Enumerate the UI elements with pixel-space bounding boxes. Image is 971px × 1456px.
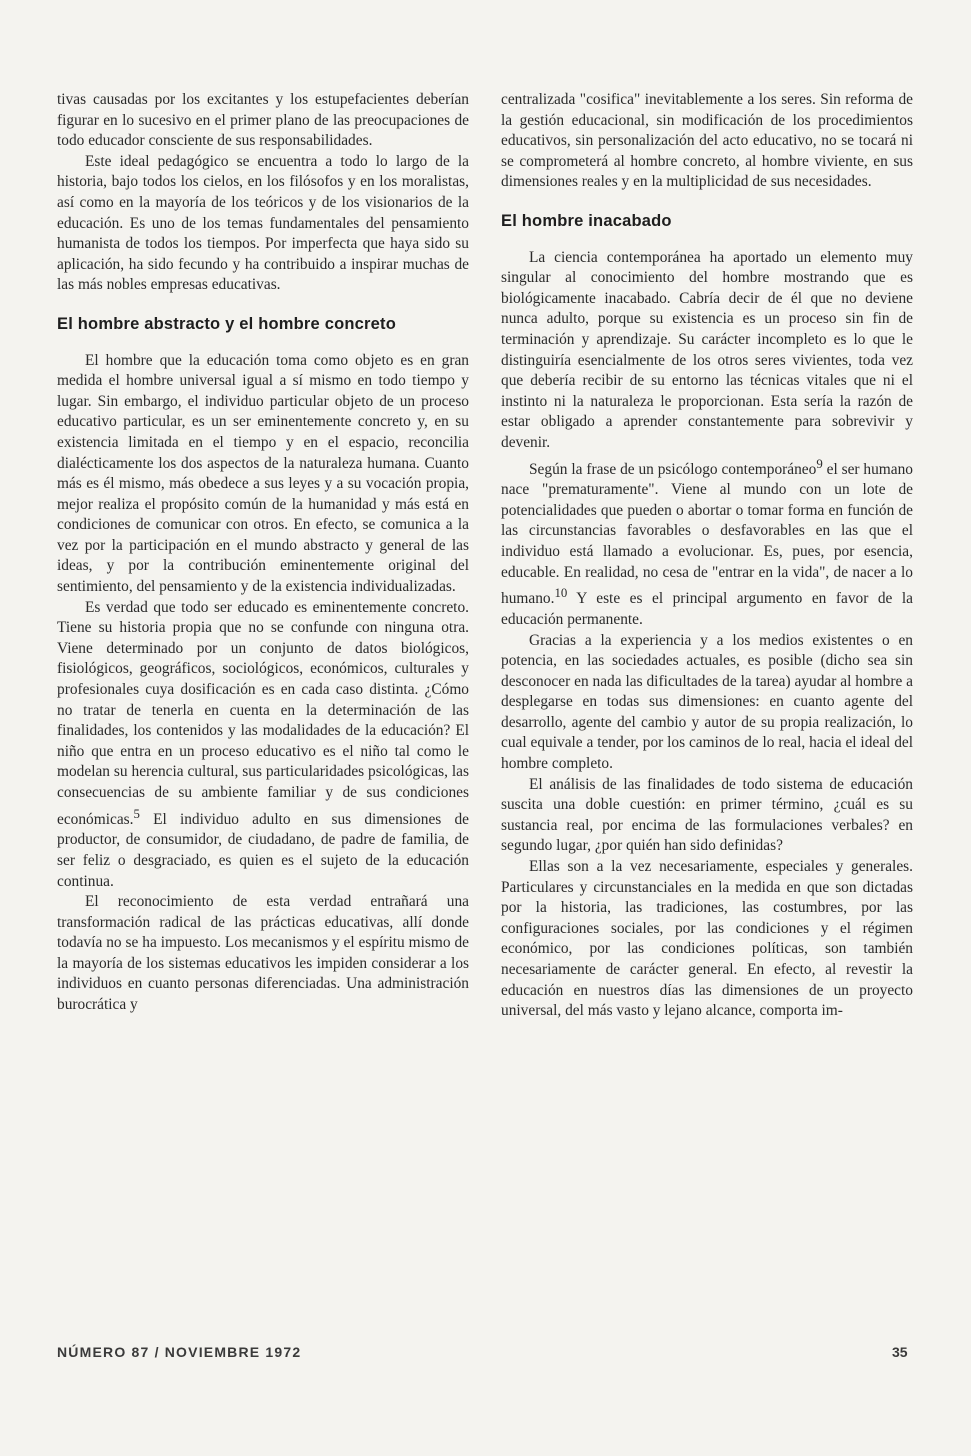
footnote-marker: 5 (133, 806, 140, 821)
paragraph: Gracias a la experiencia y a los medios existentes o en potencia, en las sociedades actuales, es posible (dicho sea sin desconocer en nada las dificultades de la tarea) ayudar al hombre a desplegarse en todas sus dimensiones: en cuanto agente del desarrollo, agente del cambio y autor de su propia realización, lo cual equivale a tender, por los caminos de lo real, hacia el ideal del hombre completo. (501, 631, 913, 773)
paragraph (501, 454, 913, 631)
paragraph: centralizada "cosifica" inevitablemente a los seres. Sin reforma de la gestión educacional, sin modificación de los procedimientos educativos, sin personalización del acto educativo, no se tocará ni se comprometerá al hombre concreto, al hombre viviente, en sus dimensiones reales y en la multiplicidad de sus necesidades. (501, 91, 913, 191)
section-heading: El hombre abstracto y el hombre concreto (57, 314, 396, 333)
paragraph: El análisis de las finalidades de todo sistema de educación suscita una doble cuestión: en primer término, ¿cuál es su sustancia real, por encima de las formulaciones verbales? en segundo lugar, ¿por quién han sido definidas? (501, 775, 913, 855)
footnote-marker: 9 (816, 456, 823, 471)
paragraph: El hombre que la educación toma como objeto es en gran medida el hombre universal igual a sí mismo en todo tiempo y lugar. Sin embargo, el individuo particular objeto de un proceso educativo particular, es un ser eminentemente concreto y, en su existencia limitada en el tiempo y en el espacio, reconcilia dialécticamente los dos aspectos de la naturaleza humana. Cuanto más es él mismo, más obedece a sus leyes y a su vocación propia, mejor realiza el propósito común de la humanidad y más está en condiciones de comunicar con otros. En efecto, se comunica a la vez por la participación en el mundo abstracto y general de las ideas, y por la contribución eminentemente original del sentimiento, del pensamiento y de la existencia individualizadas. (57, 351, 469, 596)
paragraph-text: El individuo adulto en sus dimensiones de productor, de consumidor, de ciudadano, de padre de familia, de ser feliz o desgraciado, es quien es el sujeto de la educación continua. (57, 810, 469, 890)
paragraph: El reconocimiento de esta verdad entrañará una transformación radical de las prácticas educativas, allí donde todavía no se ha impuesto. Los mecanismos y el espíritu mismo de la mayoría de los sistemas educativos les impiden considerar a los individuos en cuanto personas diferenciadas. Una administración burocrática y (57, 893, 469, 1014)
footnote-marker: 10 (554, 586, 568, 601)
issue-footer: NÚMERO 87 / NOVIEMBRE 1972 (57, 1344, 302, 1360)
paragraph: tivas causadas por los excitantes y los estupefacientes deberían figurar en lo sucesivo en el primer plano de las preocupaciones de todo educador consciente de sus responsabilidades. (57, 91, 469, 150)
paragraph-text: Y este es el principal argumento en favor de la educación permanente. (501, 590, 913, 628)
right-column (501, 90, 913, 1022)
paragraph-text: Según la frase de un psicólogo contemporáneo (529, 460, 817, 478)
left-column (57, 90, 469, 1016)
paragraph: La ciencia contemporánea ha aportado un elemento muy singular al conocimiento del hombre mostrando que es biológicamente inacabado. Cabría decir de él que no deviene nunca adulto, porque su existencia es un proceso sin fin de terminación y aprendizaje. Su carácter incompleto es lo que le distinguiría esencialmente de los otros seres vivientes, toda vez que debería recibir de su entorno las técnicas vitales que ni el instinto ni la naturaleza le proporcionan. Esta sería la razón de estar obligado a aprender constantemente para sobrevivir y devenir. (501, 248, 913, 451)
page-number: 35 (892, 1344, 908, 1360)
paragraph: Este ideal pedagógico se encuentra a todo lo largo de la historia, bajo todos los cielos, en los filósofos y en los moralistas, así como en la mayoría de los teóricos y de los visionarios de la educación. Es uno de los temas fundamentales del pensamiento humanista de todos los tiempos. Por imperfecta que haya sido su aplicación, ha sido fecundo y ha contribuido a inspirar muchas de las más nobles empresas educativas. (57, 152, 469, 294)
section-heading: El hombre inacabado (501, 211, 672, 230)
paragraph-text: el ser humano nace "prematuramente". Viene al mundo con un lote de potencialidades que pueden o abortar o tomar forma en función de las circunstancias favorables o desfavorables en las que el individuo está llamado a evolucionar. Es, pues, por esencia, educable. En realidad, no cesa de "entrar en la vida", de nacer a lo humano. (501, 460, 913, 608)
paragraph (57, 598, 469, 892)
paragraph-text: Es verdad que todo ser educado es eminentemente concreto. Tiene su historia propia que no se confunde con ninguna otra. Viene determinado por un conjunto de datos biológicos, fisiológicos, geográficos, sociológicos, económicos, culturales y profesionales cuya dosificación es en cada caso distinta. ¿Cómo no tratar de tenerla en cuenta en la determinación de las finalidades, los contenidos y las modalidades de la educación? El niño que entra en un proceso educativo es el niño tal como le modelan su herencia cultural, sus particularidades psicológicas, las consecuencias de su ambiente familiar y de sus condiciones económicas. (57, 598, 469, 828)
paragraph: Ellas son a la vez necesariamente, especiales y generales. Particulares y circunstanciales en la medida en que son dictadas por la historia, las tradiciones, las costumbres, por las configuraciones sociales, por las condiciones y el régimen económico, por las condiciones políticas, son también necesariamente de carácter general. En efecto, al revestir la educación en nuestros días las dimensiones de un proyecto universal, del más vasto y lejano alcance, comporta im- (501, 858, 913, 1020)
